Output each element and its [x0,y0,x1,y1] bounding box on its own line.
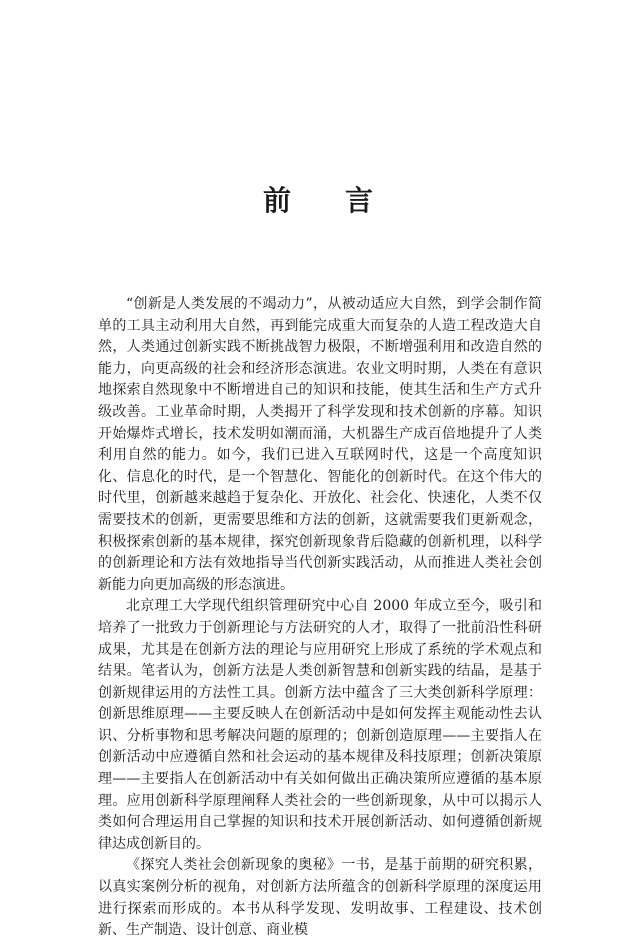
title-char-2: 言 [345,184,376,217]
paragraph-3: 《探究人类社会创新现象的奥秘》一书，是基于前期的研究积累，以真实案例分析的视角，对创新方法所蕴含的创新科学原理的深度运用进行探索而形成的。本书从科学发现、发明故事、工程建设、技术创新、生产制造、设计创意、商业模 [98,857,542,939]
preface-body [98,294,542,942]
paragraph-1: “创新是人类发展的不竭动力”，从被动适应大自然，到学会制作简单的工具主动利用大自然，再到能完成重大而复杂的人造工程改造大自然，人类通过创新实践不断挑战智力极限，不断增强利用和改造自然的能力，向更高级的社会和经济形态演进。农业文明时期，人类在有意识地探索自然现象中不断增进自己的知识和技能，使其生活和生产方式升级改善。工业革命时期，人类揭开了科学发现和技术创新的序幕。知识开始爆炸式增长，技术发明如潮而涌，大机器生产成百倍地提升了人类利用自然的能力。如今，我们已进入互联网时代，这是一个高度知识化、信息化的时代，是一个智慧化、智能化的创新时代。在这个伟大的时代里，创新越来越趋于复杂化、开放化、社会化、快速化，人类不仅需要技术的创新，更需要思维和方法的创新，这就需要我们更新观念，积极探索创新的基本规律，探究创新现象背后隐藏的创新机理，以科学的创新理论和方法有效地指导当代创新实践活动，从而推进人类社会创新能力向更加高级的形态演进。 [98,296,542,593]
title-char-1: 前 [262,184,293,217]
page-title [0,183,638,219]
paragraph-2: 北京理工大学现代组织管理研究中心自 2000 年成立至今，吸引和培养了一批致力于创新理论与方法研究的人才，取得了一批前沿性科研成果，尤其是在创新方法的理论与应用研究上形成了系统的学术观点和结果。笔者认为，创新方法是人类创新智慧和创新实践的结晶，是基于创新规律运用的方法性工具。创新方法中蕴含了三大类创新科学原理：创新思维原理——主要反映人在创新活动中是如何发挥主观能动性去认识、分析事物和思考解决问题的原理的；创新创造原理——主要指人在创新活动中应遵循自然和社会运动的基本规律及科技原理；创新决策原理——主要指人在创新活动中有关如何做出正确决策所应遵循的基本原理。应用创新科学原理阐释人类社会的一些创新现象，从中可以揭示人类如何合理运用自己掌握的知识和技术开展创新活动、如何遵循创新规律达成创新目的。 [98,598,542,852]
